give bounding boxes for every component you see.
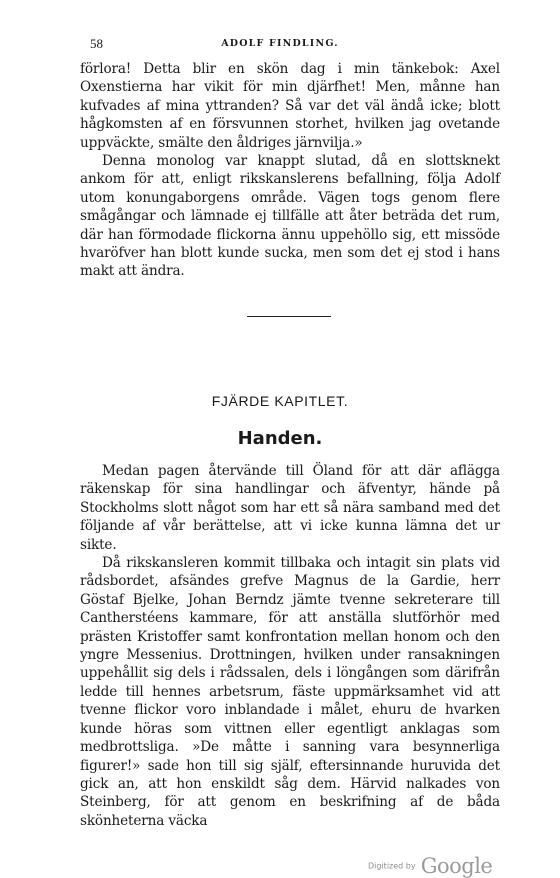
body-text-top [80, 60, 500, 281]
digitized-label: Digitized by [368, 861, 416, 871]
chapter-title: Handen. [237, 428, 323, 449]
running-head: ADOLF FINDLING. [221, 38, 339, 49]
google-logo: Google [420, 854, 493, 878]
paragraph: Medan pagen återvände till Öland för att där aflägga räkenskap för sina handlingar och äfventyr, hände på Stockholms slott något som har ett så nära samband med det följande af vår berättelse, att vi icke kunna lämna det ur sikte. [80, 463, 500, 553]
paragraph: Denna monolog var knappt slutad, då en slottsknekt ankom för att, enligt rikskanslerens befallning, följa Adolf utom konungaborgens område. Vägen togs genom flere smågångar och lämnade ej tillfälle att åter beträda det rum, där han förmodade flickorna ännu uppehöllo sig, ett missöde hvaröfver han blott kunde sucka, men som det ej stod i hans makt att ändra. [80, 153, 500, 280]
digitized-watermark [368, 854, 492, 878]
body-text-chapter [80, 462, 500, 830]
chapter-heading: FJÄRDE KAPITLET. [211, 393, 349, 409]
page-number: 58 [90, 36, 103, 51]
paragraph-continued: förlora! Detta blir en skön dag i min tänkebok: Axel Oxenstierna har vikit för min djärfhet! Men, månne han kufvades af mina yttranden? Så var det väl ändå icke; blott hågkomsten af en försvunnen storhet, hvilken jag ovetande uppväckte, smälte den åldriges järnvilja.» [80, 61, 500, 151]
section-divider [247, 316, 331, 317]
paragraph: Då rikskansleren kommit tillbaka och intagit sin plats vid rådsbordet, afsändes grefve Magnus de la Gardie, herr Göstaf Bjelke, Johan Berndz jämte tvenne sekreterare till Cantherstéens kammare, för att anställa slutförhör med prästen Kristoffer samt konfrontation mellan honom och den yngre Messenius. Drottningen, hvilken under ransakningen uppehållit sig dels i rådssalen, dels i löngången som därifrån ledde till hennes arbetsrum, fäste uppmärksamhet vid att tvenne flickor voro inblandade i målet, ehuru de hvarken kunde höras som vittnen eller egentligt anklagas som medbrottsliga. »De måtte i sanning vara besynnerliga figurer!» sade hon till sig själf, eftersinnande huruvida det gick an, att hon enskildt såg dem. Härvid nalkades von Steinberg, för att genom en beskrifning af de båda skönheterna väcka [80, 555, 500, 829]
